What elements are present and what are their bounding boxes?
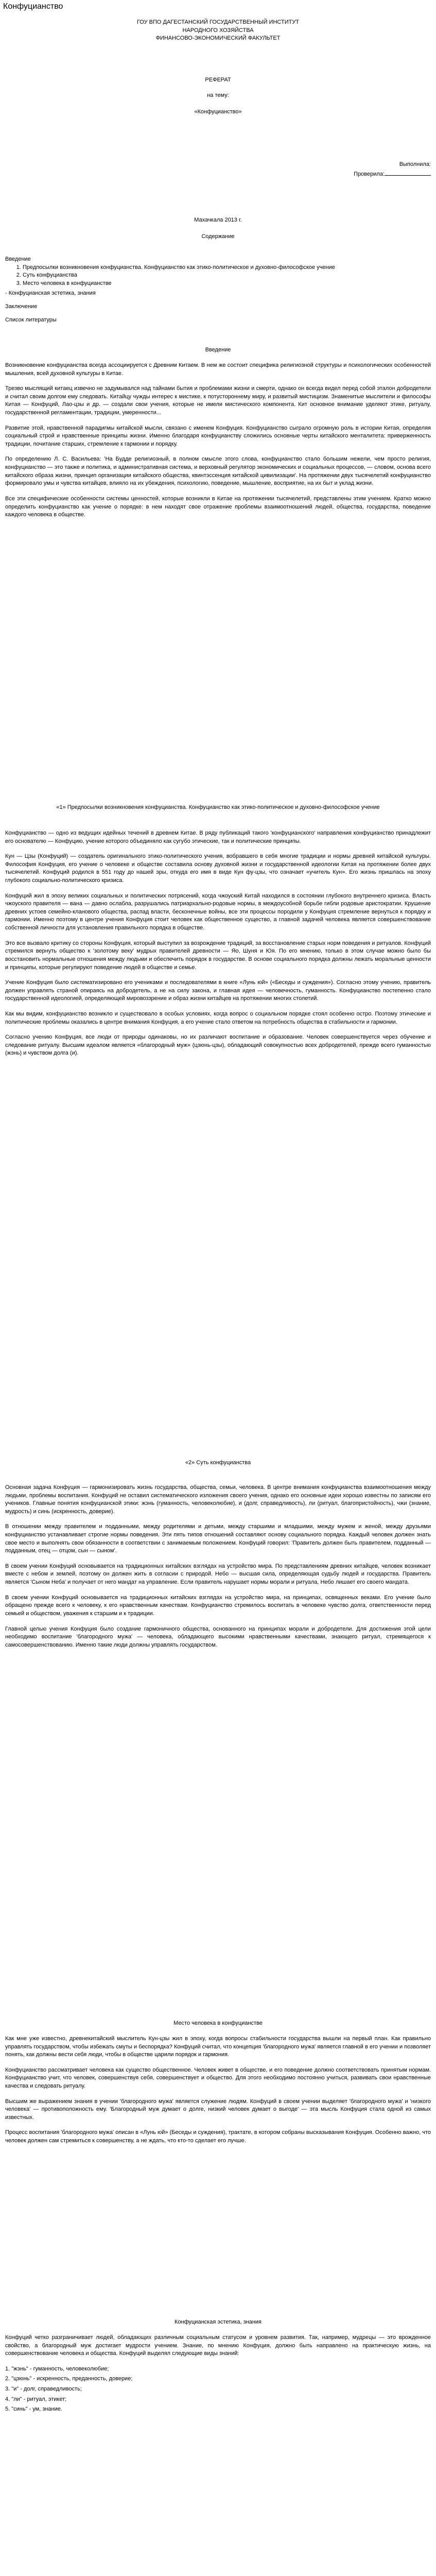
section3 <box>5 2035 431 2153</box>
toc-list <box>5 264 431 288</box>
table-of-contents <box>5 256 431 324</box>
list-item: 4. "ли" - ритуал, этикет; <box>5 2396 67 2402</box>
list-item: 3. "и" - долг, справедливость; <box>5 2386 82 2393</box>
paragraph: По определению Л. С. Васильева: 'На Будде религиозный, в полном смысле этого слова, конфуцианство стало большим нежели, чем просто религия, конфуцианство — это также и политика, и административная система, и верховный регулятор экономических и социальных процессов, — словом, основа всего китайского образа жизни, принцип организации китайского общества, квинтэссенция китайской цивилизации'. На протяжении двух тысячелетий конфуцианство формировало умы и чувства китайцев, влияло на их убеждения, психологию, поведение, мышление, восприятие, на их быт и уклад жизни. <box>5 456 431 487</box>
performer-label <box>5 161 431 169</box>
topic-label: «Конфуцианство» <box>194 109 242 115</box>
intro-heading: Введение <box>205 347 231 353</box>
toc-item: 1. Предпосылки возникновения конфуцианства. Конфуцианство как этико-политическое и духовно-философское учение <box>23 264 431 272</box>
aesthetics-section <box>5 2334 431 2416</box>
section3-heading: Место человека в конфуцианстве <box>173 2020 263 2026</box>
university-line: НАРОДНОГО ХОЗЯЙСТВА <box>182 27 254 33</box>
contents-heading: Содержание <box>201 233 235 240</box>
list-item: 5. "синь" - ум, знание. <box>5 2406 62 2413</box>
university-line: ФИНАНСОВО-ЭКОНОМИЧЕСКИЙ ФАКУЛЬТЕТ <box>155 35 281 42</box>
section1 <box>5 829 431 1065</box>
paragraph: В отношении между правителем и подданными, между родителями и детьми, между старшими и младшими, между мужем и женой, между друзьями конфуцианство устанавливает строгие нормы поведения. Эти пять типов отношений составляют основу социального порядка. Каждый человек должен знать свое место и выполнять свои обязанности в соответствии с занимаемым положением. Конфуций говорил: 'Правитель должен быть правителем, подданный — подданным, отец — отцом, сын — сыном'. <box>5 1523 431 1554</box>
paragraph: Все эти специфические особенности системы ценностей, которые возникли в Китае на протяжении тысячелетий, представлены этим учением. Кратко можно определить конфуцианство как учение о порядке: в нем находят свое отражение проблемы взаимоотношений людей, общества, государства, поведение каждого человека в обществе. <box>5 495 431 518</box>
paragraph: Трезво мыслящий китаец извечно не задумывался над тайнами бытия и проблемами жизни и смерти, однако он всегда видел перед собой эталон добродетели и считал своим долгом ему следовать. Китайцу чужды интерес к мистике, к потустороннему миру, и развитый мистицизм. Знаменитые мыслители и философы Китая — Конфуций, Лао-цзы и др. — создали свои учения, которые не имели мистического компонента. Кит основное внимание уделяют этике, ритуалу, государственной регламентации, традиции, умеренности... <box>5 385 431 416</box>
paragraph: Главной целью учения Конфуция было создание гармоничного общества, основанного на принципах морали и добродетели. Для достижения этой цели необходимо воспитание 'благородного мужа' — человека, обладающего высокими нравственными качествами, знающего ритуал, стремящегося к самосовершенствованию. Именно такие люди должны управлять государством. <box>5 1625 431 1648</box>
checker-label <box>5 170 431 179</box>
list-item: 2. "цзюнь" - искренность, преданность, доверие; <box>5 2376 133 2382</box>
na-temu-label: на тему: <box>207 92 229 98</box>
signature-line <box>385 170 431 176</box>
toc-item: 2. Суть конфуцианства <box>23 272 431 280</box>
toc-extra: Список литературы <box>5 316 57 323</box>
referat-label: РЕФЕРАТ <box>205 77 231 83</box>
paragraph: В своем учении Конфуций основывается на традиционных китайских взглядах на устройство мира. По представлениям древних китайцев, человек возникает вместе с небом и землей, поэтому он должен жить в согласии с природой. Небо — высшая сила, определяющая судьбу людей и государства. Правитель является 'Сыном Неба' и получает от него мандат на управление. Если правитель нарушает нормы морали и ритуала, Небо лишает его своего мандата. <box>5 1563 431 1586</box>
city-year: Махачкала 2013 г. <box>194 217 242 223</box>
paragraph: Это все вызвало критику со стороны Конфуция, который выступил за возрождение традиций, за восстановление старых норм поведения и ритуалов. Конфуций стремился вернуть общество к 'золотому веку' мудрых правителей древности — Яо, Шуня и Юя. По его мнению, только в этом случае можно было бы восстановить нормальные отношения между людьми и обеспечить порядок в государстве. В основе социального порядка должны лежать моральные ценности и принципы, которые регулируют поведение людей в обществе и семье. <box>5 940 431 971</box>
aesthetics-heading: Конфуцианская эстетика, знания <box>174 2319 261 2325</box>
paragraph: Как мы видим, конфуцианство возникло и существовало в особых условиях, когда вопрос о социальном порядке стоял особенно остро. Поэтому этические и политические проблемы оказались в центре внимания Конфуция, а его учение стало ответом на потребность общества в стабильности и гармонии. <box>5 1010 431 1025</box>
section1-heading: «1» Предпосылки возникновения конфуцианства. Конфуцианство как этико-политическое и духовно-философское учение <box>56 804 380 810</box>
paragraph: Возникновение конфуцианства всегда ассоциируется с Древним Китаем. В нем же состоит специфика религиозной структуры и психологических особенностей мышления, всей духовной культуры в Китае. <box>5 362 431 377</box>
toc-extra: - Конфуцианская эстетика, знания <box>5 290 96 297</box>
paragraph: Высшим же выражением знания в учении 'благородного мужа' является служение людям. Конфуций в своем учении выделяет 'благородного мужа' и 'низкого человека' — противоположность ему. 'Благородный муж думает о долге, низкий человек думает о выгоде' — эта мысль Конфуция стала одной из самых известных. <box>5 2098 431 2121</box>
paragraph: Развитие этой, нравственной парадигмы китайской мысли, связано с именем Конфуция. Конфуцианство сыграло огромную роль в истории Китая, определяя социальный строй и нравственные принципы жизни. Именно благодаря конфуцианству сложились основные черты китайского менталитета: приверженность традиции, почитание старших, стремление к гармонии и порядку. <box>5 425 431 447</box>
paragraph: Процесс воспитания 'благородного мужа' описан в «Лунь юй» (Беседы и суждения), трактате, в котором собраны высказывания Конфуция. Особенно важно, что человек должен сам стремиться к совершенству, а не ждать, что кто-то сделает его лучше. <box>5 2129 431 2144</box>
performer-text: Выполнила: <box>399 161 431 167</box>
university-header <box>5 19 431 43</box>
university-line: ГОУ ВПО ДАГЕСТАНСКИЙ ГОСУДАРСТВЕННЫЙ ИНСТИТУТ <box>136 19 300 25</box>
paragraph: Основная задача Конфуция — гармонизировать жизнь государства, общества, семьи, человека. В центре внимания конфуцианства взаимоотношения между людьми, проблемы воспитания. Конфуций не оставил систематического изложения своего учения, однако его основные идеи хорошо известны по записям его учеников. Главные понятия конфуцианской этики: жэнь (гуманность, человеколюбие), и (долг, справедливость), ли (ритуал, благопристойность), чжи (знание, мудрость) и синь (искренность, доверие). <box>5 1484 431 1515</box>
paragraph: Как мне уже известно, древнекитайский мыслитель Кун-цзы жил в эпоху, когда вопросы стабильности государства вышли на первый план. Как правильно управлять государством, чтобы избежать смуты и беспорядка? Конфуций считал, что концепция 'благородного мужа' является главной в его учении и позволяет понять, как должны вести себя люди, чтобы в обществе царили порядок и гармония. <box>5 2036 431 2058</box>
toc-extra: Заключение <box>5 303 38 310</box>
checker-text: Проверила: <box>354 171 385 177</box>
paragraph: Конфуций четко разграничивает людей, обладающих различным социальным статусом и уровнем развития. Так, например, мудрецы — это врожденное свойство, а благородный муж достигает мудрости учением. Знание, по мнению Конфуция, должно быть направлено на практическую жизнь, на совершенствование человека и общества. Конфуций выделял следующие виды знаний: <box>5 2334 431 2357</box>
section2-heading: «2» Суть конфуцианства <box>185 1460 251 1466</box>
paragraph: Конфуцианство — одно из ведущих идейных течений в древнем Китае. В ряду публикаций такого 'конфуцианского' направления конфуцианство принадлежит его основателю — Конфуцию, учение которого объединяло как сугубо этические, так и политические принципы. <box>5 830 431 844</box>
toc-intro: Введение <box>5 256 31 262</box>
toc-item: 3. Место человека в конфуцианстве <box>23 280 431 288</box>
section2 <box>5 1484 431 1656</box>
paragraph: Согласно учению Конфуция, все люди от природы одинаковы, но их различают воспитание и образование. Человек совершенствуется через обучение и следование ритуалу. Высшим идеалом является «благородный муж» (цзюнь-цзы), обладающий совокупностью всех добродетелей, прежде всего гуманностью (жэнь) и чувством долга (и). <box>5 1034 431 1057</box>
intro-section <box>5 362 431 527</box>
paragraph: Кун — Цзы (Конфуций) — создатель оригинального этико-политического учения, вобравшего в себя многие традиции и нормы древней китайской культуры. Философия Конфуция, его учение о человеке и обществе составила основу духовной жизни и государственной идеологии Китая на протяжении более двух тысячелетий. Конфуций родился в 551 году до нашей эры, откуда его имя в виде Кун фу-цзы, что означает «учитель Кун». Его жизнь пришлась на эпоху глубокого социально-политического кризиса. <box>5 853 431 884</box>
paragraph: В своем учении Конфуций основывается на традиционных китайских взглядах на устройство мира, на принципах, освященных веками. Его учение было обращено прежде всего к человеку, к его нравственным качествам. Конфуцианство стремилось воспитать в человеке чувство долга, ответственности перед семьей и обществом, уважения к старшим и к традиции. <box>5 1594 431 1617</box>
paragraph: Конфуцианство рассматривает человека как существо общественное. Человек живет в обществе, и его поведение должно соответствовать принятым нормам. Конфуцианство учит, что человек, совершенствуя себя, совершенствует и общество. Для этого необходимо постоянно учиться, развивать свои нравственные качества и следовать ритуалу. <box>5 2066 431 2090</box>
document-title: Конфуцианство <box>3 2 63 11</box>
paragraph: Учение Конфуция было систематизировано его учениками и последователями в книге «Лунь юй» («Беседы и суждения»). Согласно этому учению, правитель должен управлять страной опираясь на добродетель, а не на силу закона, и главная идея — человечность, гуманность. Конфуцианство постепенно стало государственной идеологией, определяющей мировоззрение и образ жизни китайцев на протяжении многих столетий. <box>5 979 431 1002</box>
paragraph: Конфуций жил в эпоху великих социальных и политических потрясений, когда чжоуский Китай находился в состоянии глубокого внутреннего кризиса. Власть чжоуского правителя — вана — давно ослабла, разрушались патриархально-родовые нормы, в междоусобной борьбе гибли родовые аристократии. Крушение древних устоев семейно-кланового общества, распад власти, бесконечные войны, все эти процессы породили у Конфуция стремление вернуться к порядку и гармонии. Именно поэтому в центре учения Конфуция стоит человек как общественное существо, а главной задачей человека является совершенствование собственной личности для установления правильного порядка в обществе. <box>5 892 431 931</box>
list-item: 1. "жэнь" - гуманность, человеколюбие; <box>5 2365 109 2372</box>
